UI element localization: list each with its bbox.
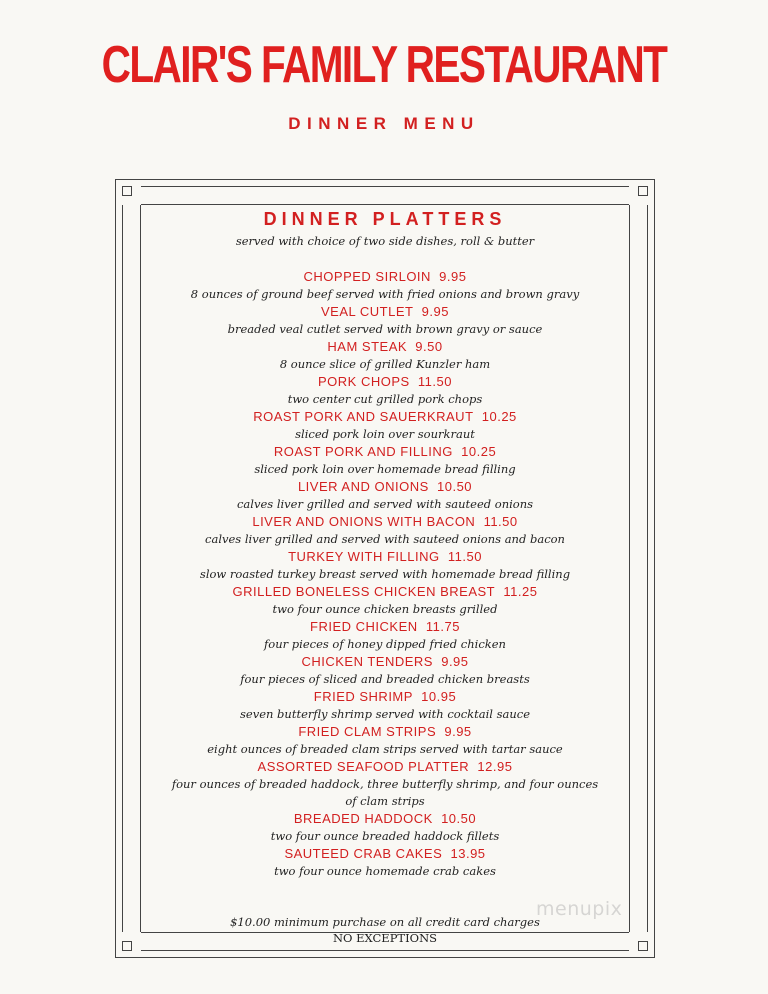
restaurant-title: CLAIR'S FAMILY RESTAURANT — [101, 36, 667, 94]
menu-item-price: 10.50 — [441, 811, 477, 826]
menu-item-title: TURKEY WITH FILLING — [288, 549, 440, 564]
list-item — [150, 338, 620, 373]
menu-item-price: 13.95 — [450, 846, 486, 861]
menu-item-description: four pieces of sliced and breaded chicken breasts — [240, 672, 530, 686]
list-item — [150, 618, 620, 653]
menu-item-description: slow roasted turkey breast served with homemade bread filling — [199, 567, 571, 581]
list-item — [150, 583, 620, 618]
list-item — [150, 513, 620, 548]
menu-item-name — [150, 338, 620, 356]
menu-item-title: GRILLED BONELESS CHICKEN BREAST — [232, 584, 496, 599]
menu-item-name — [150, 618, 620, 636]
no-exceptions-notice: NO EXCEPTIONS — [332, 931, 438, 945]
menu-content — [150, 206, 620, 880]
watermark: menupix — [536, 898, 623, 920]
list-item — [150, 443, 620, 478]
menu-item-title: CHICKEN TENDERS — [301, 654, 433, 669]
menu-item-description: 8 ounce slice of grilled Kunzler ham — [279, 357, 491, 371]
menu-item-description: two four ounce homemade crab cakes — [274, 864, 496, 878]
menu-item-price: 9.95 — [421, 304, 449, 319]
frame-corner-ornament — [115, 932, 141, 958]
menu-item-title: FRIED CHICKEN — [310, 619, 418, 634]
list-item — [150, 688, 620, 723]
menu-item-name — [150, 408, 620, 426]
menu-item-title: SAUTEED CRAB CAKES — [284, 846, 443, 861]
menu-item-title: LIVER AND ONIONS — [297, 479, 429, 494]
list-item — [150, 408, 620, 443]
menu-item-name — [150, 268, 620, 286]
menu-item-name — [150, 548, 620, 566]
menu-item-title: FRIED CLAM STRIPS — [298, 724, 437, 739]
list-item — [150, 810, 620, 845]
list-item — [150, 373, 620, 408]
menu-item-title: ROAST PORK AND SAUERKRAUT — [253, 409, 474, 424]
menu-item-title: ROAST PORK AND FILLING — [273, 444, 453, 459]
menu-item-description: breaded veal cutlet served with brown gravy or sauce — [227, 322, 543, 336]
menu-item-name — [150, 478, 620, 496]
list-item — [150, 268, 620, 303]
menu-item-name — [150, 758, 620, 776]
menu-item-name — [150, 373, 620, 391]
list-item — [150, 758, 620, 810]
menu-item-price: 10.25 — [481, 409, 517, 424]
menu-item-description: 8 ounces of ground beef served with fried onions and brown gravy — [190, 287, 580, 301]
list-item — [150, 845, 620, 880]
menu-item-description: four ounces of breaded haddock, three butterfly shrimp, and four ounces of clam strips — [171, 777, 599, 808]
menu-item-description: two four ounce breaded haddock fillets — [270, 829, 500, 843]
menu-item-price: 10.25 — [461, 444, 497, 459]
menu-item-title: FRIED SHRIMP — [313, 689, 413, 704]
menu-item-price: 11.25 — [503, 584, 538, 599]
frame-corner-ornament — [629, 932, 655, 958]
menu-item-price: 10.50 — [437, 479, 473, 494]
menu-item-description: calves liver grilled and served with sauteed onions — [236, 497, 534, 511]
menu-item-title: BREADED HADDOCK — [293, 811, 433, 826]
menu-item-description: eight ounces of breaded clam strips served with tartar sauce — [207, 742, 563, 756]
menu-item-title: CHOPPED SIRLOIN — [303, 269, 431, 284]
menu-item-name — [150, 653, 620, 671]
frame-corner-ornament — [115, 179, 141, 205]
menu-item-description: sliced pork loin over homemade bread filling — [254, 462, 516, 476]
menu-item-name — [150, 513, 620, 531]
list-item — [150, 303, 620, 338]
menu-item-description: sliced pork loin over sourkraut — [295, 427, 475, 441]
list-item — [150, 548, 620, 583]
menu-item-name — [150, 303, 620, 321]
menu-item-price: 11.50 — [483, 514, 518, 529]
menu-item-price: 11.50 — [447, 549, 482, 564]
menu-item-name — [150, 845, 620, 863]
menu-item-description: two center cut grilled pork chops — [287, 392, 483, 406]
menu-item-price: 12.95 — [477, 759, 513, 774]
menu-item-description: two four ounce chicken breasts grilled — [272, 602, 498, 616]
menu-item-name — [150, 688, 620, 706]
menu-item-description: seven butterfly shrimp served with cocktail sauce — [239, 707, 530, 721]
menu-item-price: 10.95 — [421, 689, 457, 704]
menu-items-list — [150, 268, 620, 880]
menu-item-price: 9.95 — [441, 654, 469, 669]
menu-item-price: 9.95 — [444, 724, 472, 739]
menu-item-title: LIVER AND ONIONS WITH BACON — [252, 514, 476, 529]
menu-item-price: 9.95 — [439, 269, 467, 284]
menu-item-description: calves liver grilled and served with sauteed onions and bacon — [205, 532, 565, 546]
credit-card-notice: $10.00 minimum purchase on all credit card charges — [230, 915, 540, 929]
menu-item-price: 9.50 — [415, 339, 443, 354]
list-item — [150, 478, 620, 513]
menu-item-price: 11.75 — [425, 619, 460, 634]
menu-item-title: ASSORTED SEAFOOD PLATTER — [257, 759, 470, 774]
menu-item-name — [150, 583, 620, 601]
menu-item-name — [150, 810, 620, 828]
menu-item-title: PORK CHOPS — [318, 374, 410, 389]
list-item — [150, 723, 620, 758]
list-item — [150, 653, 620, 688]
menu-item-description: four pieces of honey dipped fried chicken — [264, 637, 506, 651]
menu-item-title: VEAL CUTLET — [321, 304, 414, 319]
section-subtitle: served with choice of two side dishes, roll & butter — [235, 234, 535, 248]
menu-item-name — [150, 443, 620, 461]
section-title: DINNER PLATTERS — [263, 209, 507, 229]
menu-item-price: 11.50 — [417, 374, 452, 389]
menu-item-name — [150, 723, 620, 741]
frame-corner-ornament — [629, 179, 655, 205]
menu-subtitle: DINNER MENU — [288, 114, 480, 133]
menu-item-title: HAM STEAK — [327, 339, 408, 354]
